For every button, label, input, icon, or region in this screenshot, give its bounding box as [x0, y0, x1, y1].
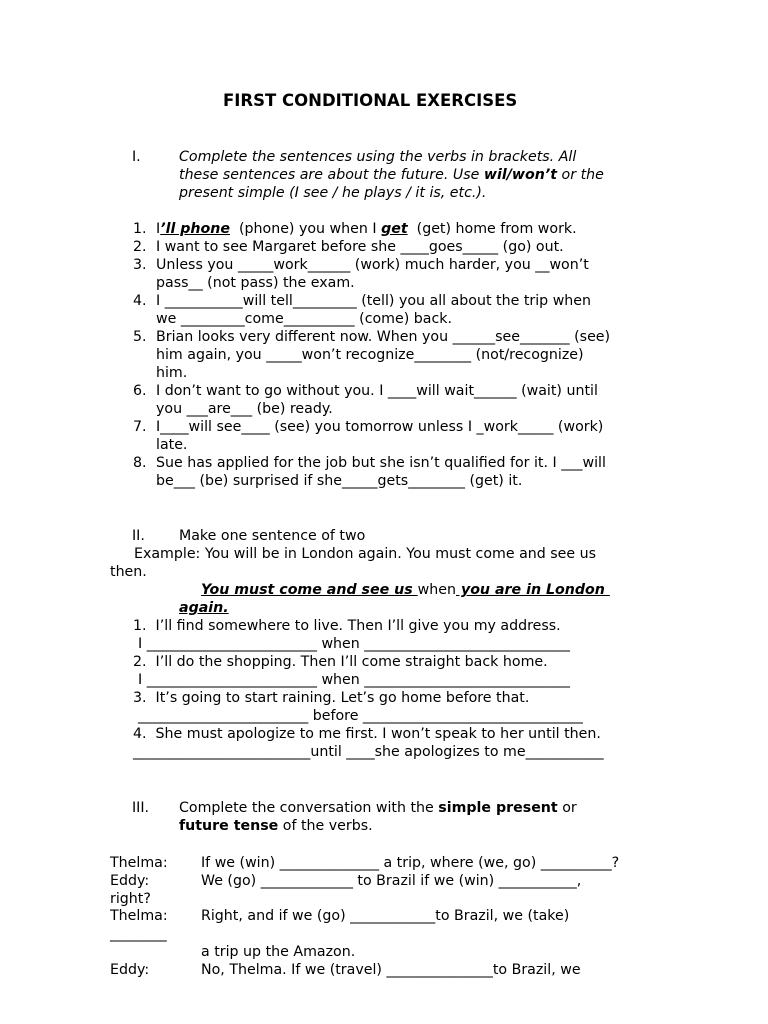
- dialog-line-2: We (go) _____________ to Brazil if we (win) ___________,: [201, 873, 582, 889]
- item-4-text-cont: we _________come__________ (come) back.: [156, 311, 452, 327]
- item-6-text: I don’t want to go without you. I ____will wait______ (wait) until: [156, 383, 598, 399]
- exercise-2-item-4: 4. She must apologize to me first. I won’t speak to her until then.: [133, 726, 601, 742]
- exercise-2-blank-4: _________________________until ____she apologizes to me___________: [133, 744, 604, 760]
- item-7-text: I____will see____ (see) you tomorrow unless I _work_____ (work): [156, 419, 604, 435]
- dialog-line-1: If we (win) ______________ a trip, where (we, go) __________?: [201, 855, 620, 871]
- exercise-2-item-3: 3. It’s going to start raining. Let’s go home before that.: [133, 690, 530, 706]
- item-2-text: I want to see Margaret before she ____goes_____ (go) out.: [156, 239, 564, 255]
- section-3-instruction-1: Complete the conversation with the simple present or: [179, 800, 577, 816]
- item-3-number: 3.: [133, 257, 147, 273]
- section-2-numeral: II.: [132, 528, 145, 544]
- item-4-text: I ___________will tell_________ (tell) you all about the trip when: [156, 293, 592, 309]
- dialog-line-3-blank: ________: [110, 926, 167, 942]
- item-5-text-cont-2: him.: [156, 365, 188, 381]
- dialog-speaker-eddy-1: Eddy:: [110, 873, 150, 889]
- example-answer-1: You must come and see us when you are in London: [201, 582, 610, 598]
- item-4-number: 4.: [133, 293, 147, 309]
- dialog-speaker-thelma-2: Thelma:: [110, 908, 168, 924]
- section-1-numeral: I.: [132, 149, 141, 165]
- item-6-text-cont: you ___are___ (be) ready.: [156, 401, 333, 417]
- item-3-text: Unless you _____work______ (work) much harder, you __won’t: [156, 257, 589, 273]
- item-1-number: 1.: [133, 221, 147, 237]
- exercise-2-item-2: 2. I’ll do the shopping. Then I’ll come straight back home.: [133, 654, 548, 670]
- example-line-2: then.: [110, 564, 147, 580]
- item-2-number: 2.: [133, 239, 147, 255]
- page-title: FIRST CONDITIONAL EXERCISES: [223, 91, 518, 110]
- item-7-number: 7.: [133, 419, 147, 435]
- item-7-text-cont: late.: [156, 437, 188, 453]
- dialog-line-3: Right, and if we (go) ____________to Brazil, we (take): [201, 908, 570, 924]
- example-answer-2: again.: [179, 600, 229, 616]
- item-6-number: 6.: [133, 383, 147, 399]
- section-1-instruction-2: these sentences are about the future. Use wil/won’t or the: [179, 167, 604, 183]
- section-2-heading: Make one sentence of two: [179, 528, 366, 544]
- item-8-text-cont: be___ (be) surprised if she_____gets________ (get) it.: [156, 473, 523, 489]
- exercise-2-blank-2: I ________________________ when _____________________________: [138, 672, 570, 688]
- item-8-text: Sue has applied for the job but she isn’t qualified for it. I ___will: [156, 455, 606, 471]
- example-line-1: Example: You will be in London again. You must come and see us: [134, 546, 597, 562]
- exercise-2-blank-1: I ________________________ when _____________________________: [138, 636, 570, 652]
- section-1-instruction-3: present simple (I see / he plays / it is, etc.).: [179, 185, 487, 201]
- section-1-instruction-1: Complete the sentences using the verbs in brackets. All: [179, 149, 577, 165]
- dialog-line-4: No, Thelma. If we (travel) _______________to Brazil, we: [201, 962, 581, 978]
- item-5-text-cont: him again, you _____won’t recognize________ (not/recognize): [156, 347, 584, 363]
- item-3-text-cont: pass__ (not pass) the exam.: [156, 275, 355, 291]
- item-8-number: 8.: [133, 455, 147, 471]
- dialog-line-2-cont: right?: [110, 891, 151, 907]
- section-3-instruction-2: future tense of the verbs.: [179, 818, 373, 834]
- item-1-text: I’ll phone (phone) you when I get (get) home from work.: [156, 221, 577, 237]
- exercise-2-item-1: 1. I’ll find somewhere to live. Then I’ll give you my address.: [133, 618, 561, 634]
- item-5-text: Brian looks very different now. When you ______see_______ (see): [156, 329, 611, 345]
- section-3-numeral: III.: [132, 800, 150, 816]
- exercise-2-blank-3: ________________________ before _______________________________: [138, 708, 583, 724]
- dialog-line-3-cont: a trip up the Amazon.: [201, 944, 356, 960]
- item-5-number: 5.: [133, 329, 147, 345]
- dialog-speaker-eddy-2: Eddy:: [110, 962, 150, 978]
- dialog-speaker-thelma-1: Thelma:: [110, 855, 168, 871]
